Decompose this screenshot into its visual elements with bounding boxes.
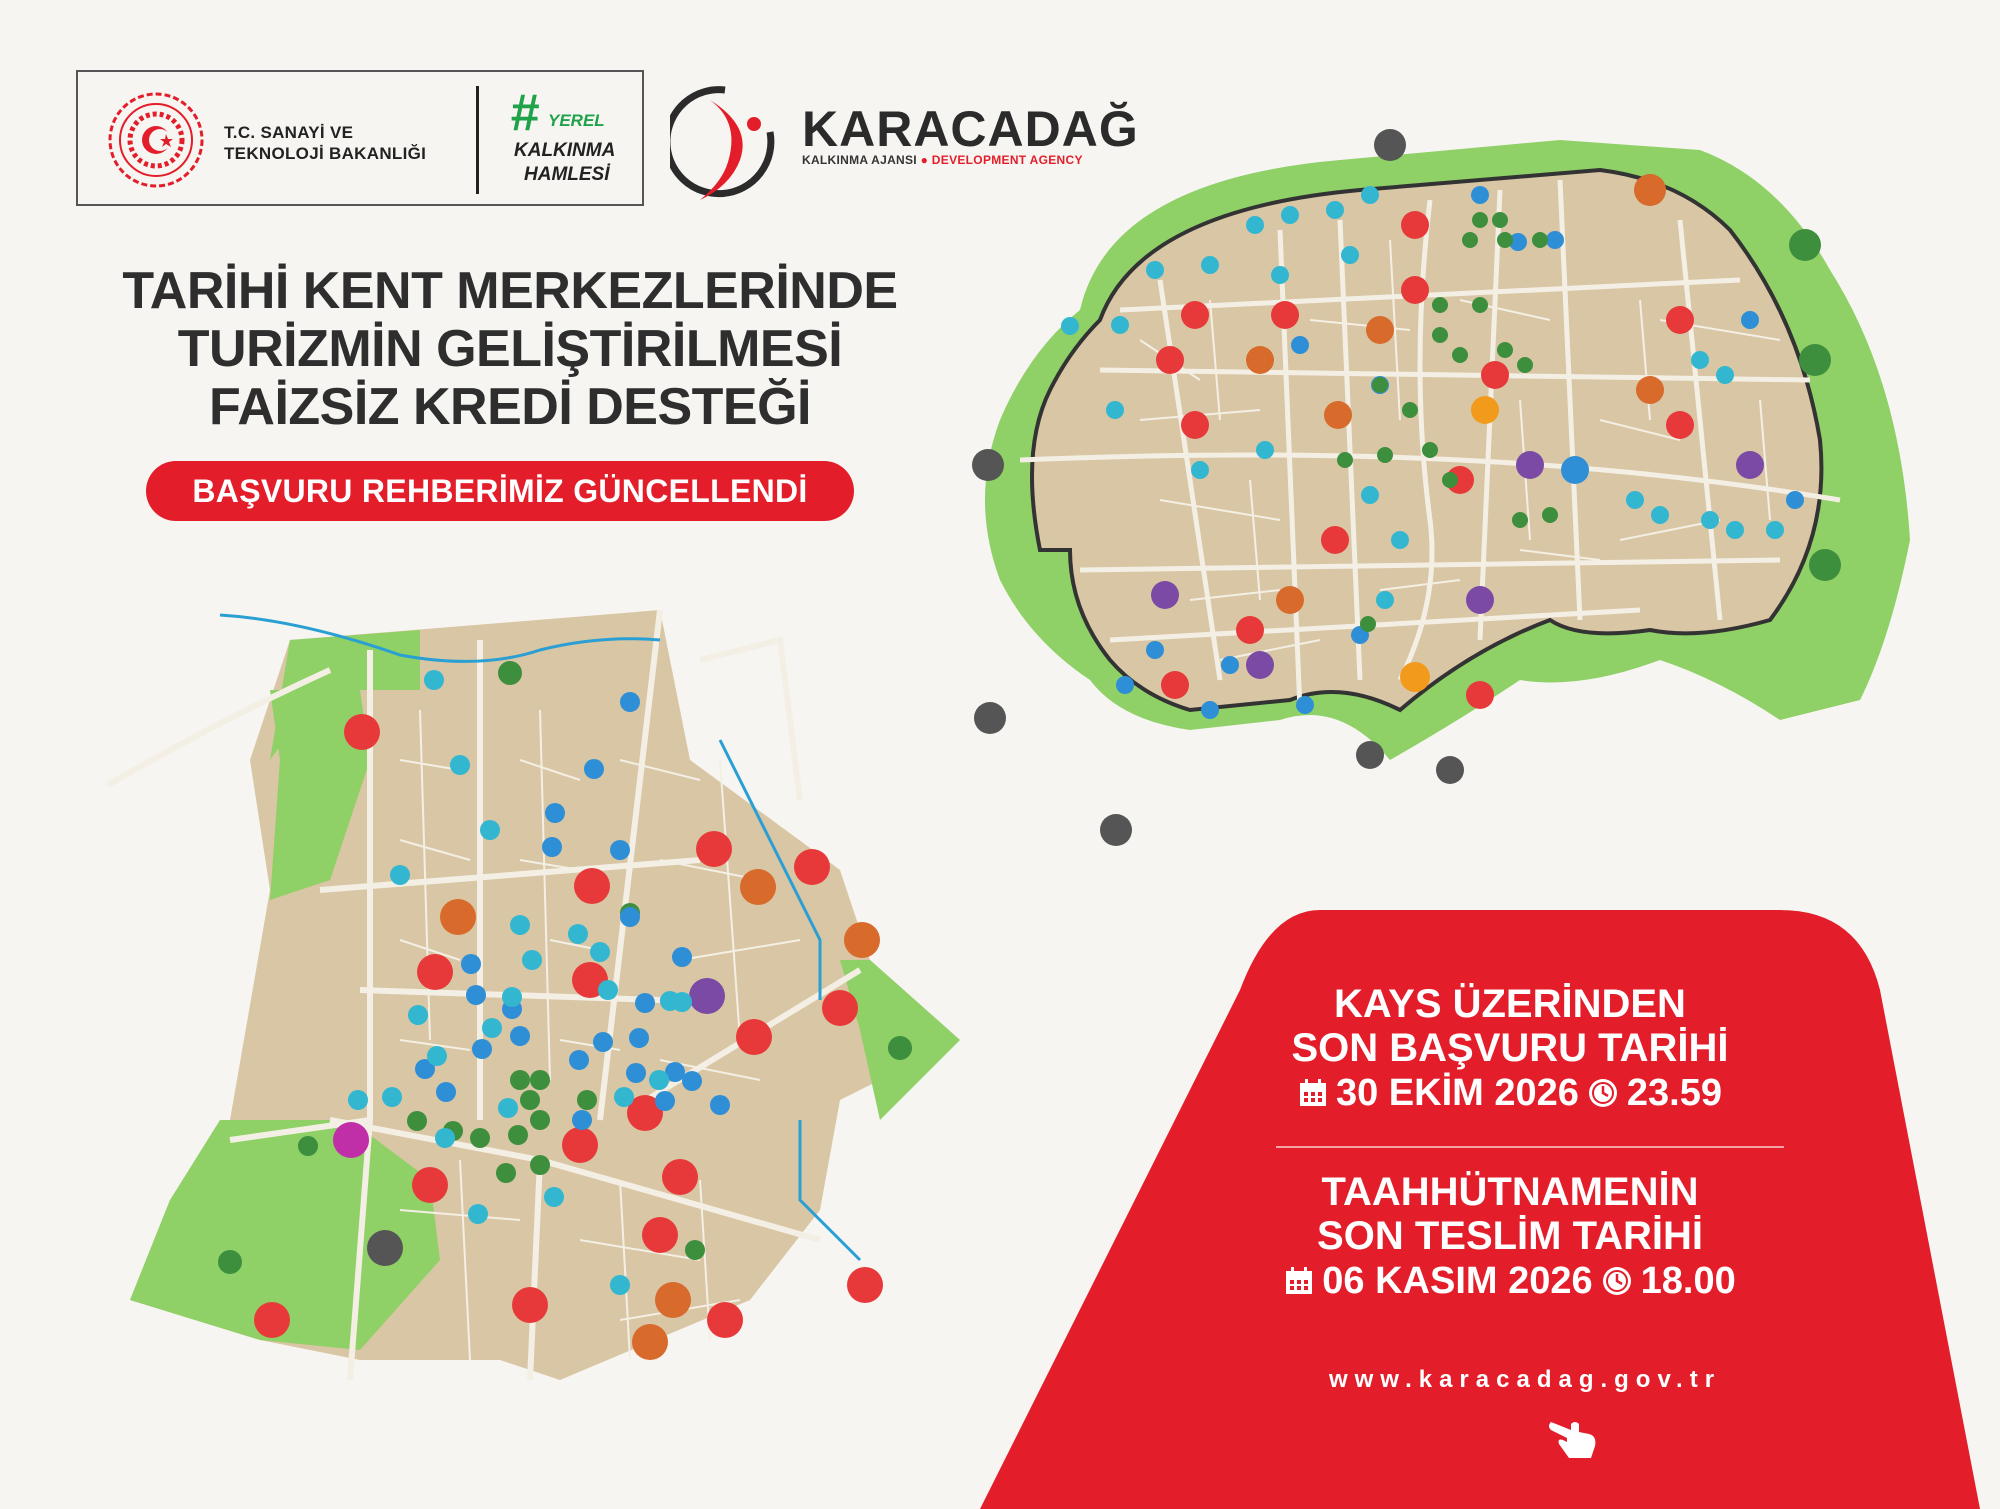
- commitment-deadline: [1260, 1170, 1760, 1304]
- commitment-deadline-time: 18.00: [1640, 1260, 1736, 1302]
- headline-line-1: TARİHİ KENT MERKEZLERİNDE: [122, 262, 898, 320]
- commitment-deadline-line-1: TAAHHÜTNAMENİN: [1321, 1170, 1699, 1214]
- logo-divider: [476, 86, 479, 194]
- website-link[interactable]: www.karacadag.gov.tr: [1328, 1366, 1722, 1393]
- yerel-kalkinma-logo: [506, 86, 616, 196]
- agency-sub-tr: KALKINMA AJANSI: [802, 153, 917, 167]
- kalkinma-text: KALKINMA: [514, 140, 616, 161]
- calendar-icon: [1298, 1078, 1328, 1108]
- application-deadline-line-2: SON BAŞVURU TARİHİ: [1291, 1026, 1729, 1070]
- agency-name: KARACADAĞ: [802, 101, 1139, 157]
- pointer-hand-icon: [1545, 1408, 1601, 1464]
- commitment-deadline-datetime: [1260, 1258, 1760, 1304]
- walled-city-map: [960, 120, 1920, 890]
- calendar-icon: [1284, 1266, 1314, 1296]
- deadline-separator: [1276, 1146, 1784, 1148]
- headline: [90, 262, 930, 436]
- ministry-line-1: T.C. SANAYİ VE: [224, 123, 354, 142]
- application-deadline: [1260, 982, 1760, 1116]
- application-deadline-date: 30 EKİM 2026: [1335, 1072, 1579, 1114]
- old-town-map: [100, 560, 1000, 1460]
- headline-line-3: FAİZSİZ KREDİ DESTEĞİ: [209, 378, 811, 436]
- headline-line-2: TURİZMİN GELİŞTİRİLMESİ: [177, 320, 843, 378]
- agency-sub-en: DEVELOPMENT AGENCY: [931, 153, 1083, 167]
- application-deadline-datetime: [1260, 1070, 1760, 1116]
- clock-icon: [1587, 1077, 1619, 1109]
- partner-logos-box: [76, 70, 644, 206]
- application-deadline-time: 23.59: [1626, 1072, 1722, 1114]
- guide-updated-banner: BAŞVURU REHBERİMİZ GÜNCELLENDİ: [146, 461, 854, 521]
- application-deadline-line-1: KAYS ÜZERİNDEN: [1334, 982, 1686, 1026]
- karacadag-logo: [670, 82, 780, 210]
- ministry-line-2: TEKNOLOJİ BAKANLIĞI: [224, 144, 427, 163]
- agency-subtitle: KALKINMA AJANSI ● DEVELOPMENT AGENCY: [802, 153, 1083, 167]
- ministry-seal-icon: [106, 90, 206, 190]
- commitment-deadline-date: 06 KASIM 2026: [1322, 1260, 1593, 1302]
- yerel-text: YEREL: [548, 111, 605, 130]
- clock-icon: [1601, 1265, 1633, 1297]
- hamlesi-text: HAMLESİ: [524, 164, 610, 185]
- svg-text:#: #: [510, 86, 539, 142]
- commitment-deadline-line-2: SON TESLİM TARİHİ: [1317, 1214, 1703, 1258]
- ministry-name: [224, 122, 426, 164]
